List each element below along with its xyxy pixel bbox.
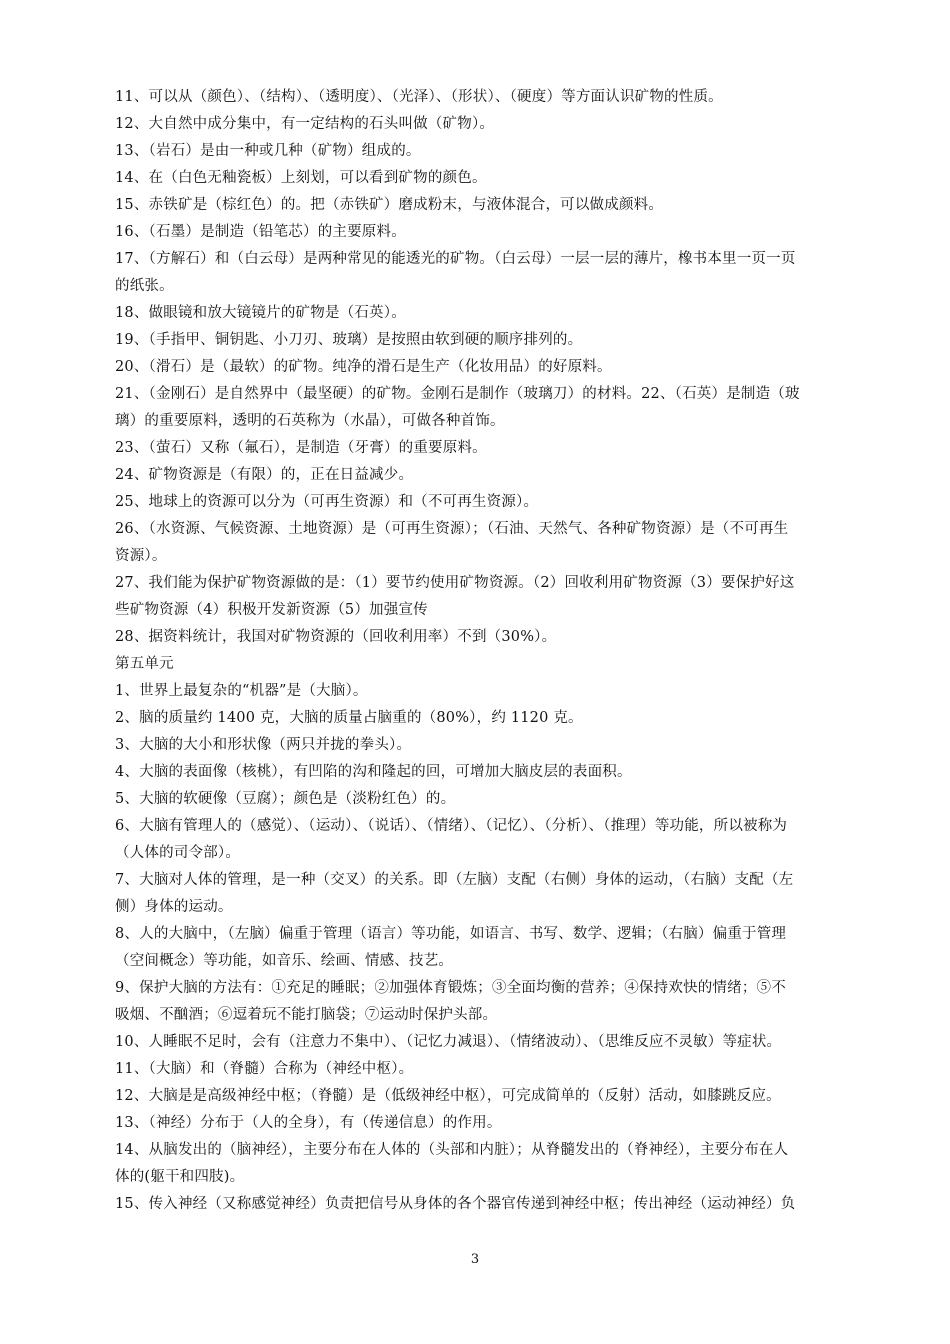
text-line: 14、在（白色无釉瓷板）上刻划，可以看到矿物的颜色。 xyxy=(115,170,487,186)
text-line: 24、矿物资源是（有限）的，正在日益减少。 xyxy=(115,467,414,483)
text-line: 的纸张。 xyxy=(115,278,174,294)
text-line: 3、大脑的大小和形状像（两只并拢的拳头）。 xyxy=(115,737,412,753)
text-line: 27、我们能为保护矿物资源做的是：（1）要节约使用矿物资源。（2）回收利用矿物资源（3）要保护好这 xyxy=(115,575,795,591)
text-line: 20、（滑石）是（最软）的矿物。纯净的滑石是生产（化妆用品）的好原料。 xyxy=(115,359,612,375)
text-line: 2、脑的质量约 1400 克，大脑的质量占脑重的（80%），约 1120 克。 xyxy=(115,710,583,726)
text-line: （空间概念）等功能，如音乐、绘画、情感、技艺。 xyxy=(115,953,454,969)
text-line: 7、大脑对人体的管理，是一种（交叉）的关系。即（左脑）支配（右侧）身体的运动，（右脑）支配（左 xyxy=(115,872,794,888)
text-line: 16、（石墨）是制造（铅笔芯）的主要原料。 xyxy=(115,224,406,240)
text-line: 15、传入神经（又称感觉神经）负责把信号从身体的各个器官传递到神经中枢；传出神经（运动神经）负 xyxy=(115,1196,796,1212)
text-line: 6、大脑有管理人的（感觉）、（运动）、（说话）、（情绪）、（记忆）、（分析）、（推理）等功能，所以被称为 xyxy=(115,818,788,834)
text-line: 1、世界上最复杂的“机器”是（大脑）。 xyxy=(115,683,368,699)
text-line: 第五单元 xyxy=(115,656,174,672)
text-line: 14、从脑发出的（脑神经），主要分布在人体的（头部和内脏）；从脊髓发出的（脊神经），主要分布在人 xyxy=(115,1142,789,1158)
text-line: 11、可以从（颜色）、（结构）、（透明度）、（光泽）、（形状）、（硬度）等方面认识矿物的性质。 xyxy=(115,89,723,105)
text-line: 12、大自然中成分集中，有一定结构的石头叫做（矿物）。 xyxy=(115,116,495,132)
text-line: 侧）身体的运动。 xyxy=(115,899,233,915)
text-line: 11、（大脑）和（脊髓）合称为（神经中枢）。 xyxy=(115,1061,414,1077)
text-line: 23、（萤石）又称（氟石），是制造（牙膏）的重要原料。 xyxy=(115,440,487,456)
text-line: 25、地球上的资源可以分为（可再生资源）和（不可再生资源）。 xyxy=(115,494,539,510)
text-line: 4、大脑的表面像（核桃），有凹陷的沟和隆起的回，可增加大脑皮层的表面积。 xyxy=(115,764,632,780)
text-line: 吸烟、不酗酒；⑥逗着玩不能打脑袋；⑦运动时保护头部。 xyxy=(115,1007,498,1023)
text-line: 28、据资料统计，我国对矿物资源的（回收利用率）不到（30%）。 xyxy=(115,629,557,645)
text-line: 5、大脑的软硬像（豆腐）；颜色是（淡粉红色）的。 xyxy=(115,791,456,807)
text-line: 13、（神经）分布于（人的全身），有（传递信息）的作用。 xyxy=(115,1115,502,1131)
text-line: 8、人的大脑中，（左脑）偏重于管理（语言）等功能，如语言、书写、数学、逻辑；（右脑）偏重于管理 xyxy=(115,926,787,942)
text-line: 21、（金刚石）是自然界中（最坚硬）的矿物。金刚石是制作（玻璃刀）的材料。22、（石英）是制造（玻 xyxy=(115,386,800,402)
text-line: 19、（手指甲、铜钥匙、小刀刃、玻璃）是按照由软到硬的顺序排列的。 xyxy=(115,332,583,348)
text-line: 15、赤铁矿是（棕红色）的。把（赤铁矿）磨成粉末，与液体混合，可以做成颜料。 xyxy=(115,197,664,213)
text-line: 13、（岩石）是由一种或几种（矿物）组成的。 xyxy=(115,143,421,159)
text-line: 12、大脑是是高级神经中枢；（脊髓）是（低级神经中枢），可完成简单的（反射）活动，如膝跳反应。 xyxy=(115,1088,781,1104)
text-line: 17、（方解石）和（白云母）是两种常见的能透光的矿物。（白云母）一层一层的薄片，橡书本里一页一页 xyxy=(115,251,796,267)
text-line: 10、人睡眠不足时，会有（注意力不集中）、（记忆力减退）、（情绪波动）、（思维反应不灵敏）等症状。 xyxy=(115,1034,782,1050)
text-line: 体的(躯干和四肢)。 xyxy=(115,1169,245,1185)
text-line: 资源）。 xyxy=(115,548,167,564)
page-number: 3 xyxy=(470,1252,480,1267)
text-line: 18、做眼镜和放大镜镜片的矿物是（石英）。 xyxy=(115,305,406,321)
text-line: 9、保护大脑的方法有：①充足的睡眠；②加强体育锻炼；③全面均衡的营养；④保持欢快的情绪；⑤不 xyxy=(115,980,786,996)
text-line: 些矿物资源（4）积极开发新资源（5）加强宣传 xyxy=(115,602,428,618)
text-line: 璃）的重要原料，透明的石英称为（水晶），可做各种首饰。 xyxy=(115,413,505,429)
document-body xyxy=(115,84,885,1218)
text-line: （人体的司令部）。 xyxy=(115,845,241,861)
text-line: 26、（水资源、气候资源、土地资源）是（可再生资源）；（石油、天然气、各种矿物资源）是（不可再生 xyxy=(115,521,789,537)
